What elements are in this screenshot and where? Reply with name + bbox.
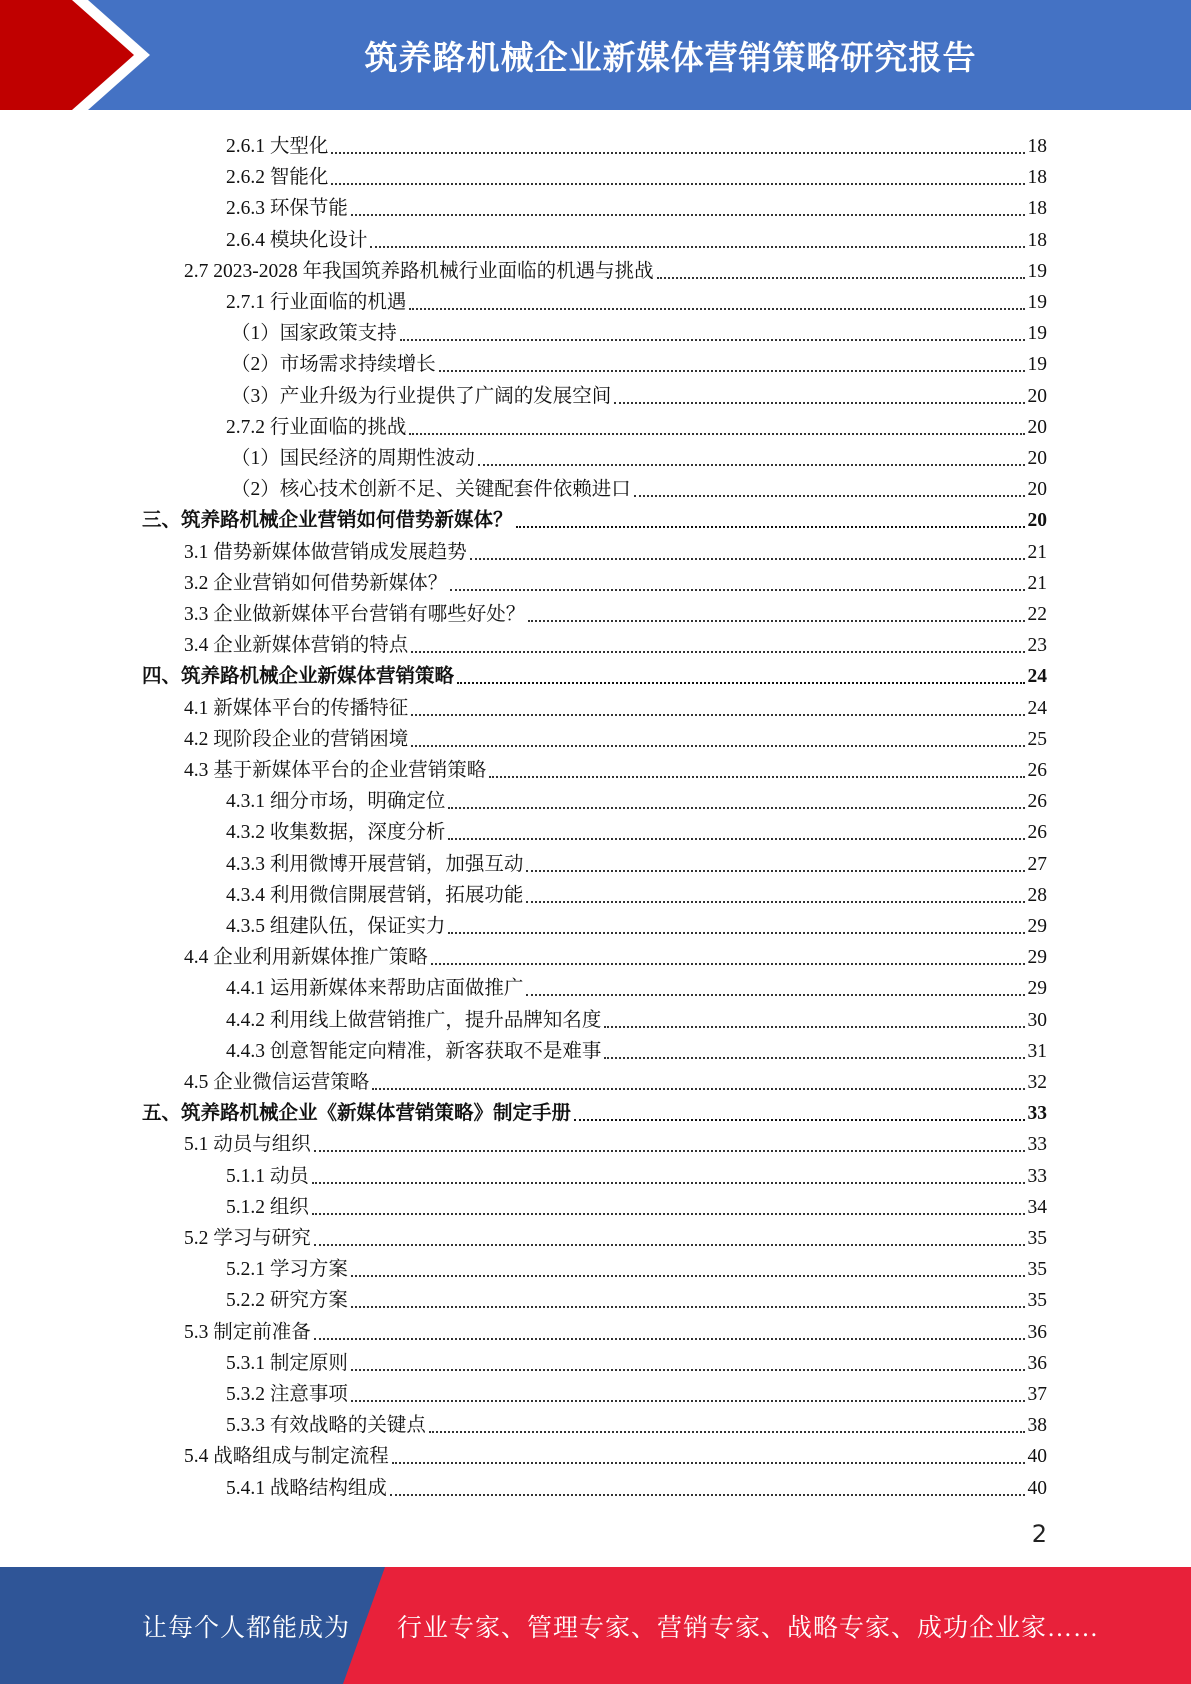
toc-entry[interactable] <box>184 1220 1047 1251</box>
toc-entry-title: 4.4.3 创意智能定向精准，新客获取不是难事 <box>226 1040 602 1062</box>
toc-entry-page: 19 <box>1027 292 1047 313</box>
toc-entry-title: 2.7.1 行业面临的机遇 <box>226 292 407 313</box>
toc-entry-page: 33 <box>1027 1134 1047 1156</box>
toc-entry-page: 23 <box>1027 635 1047 657</box>
toc-entry-title: 3.4 企业新媒体营销的特点 <box>184 635 409 657</box>
toc-entry-page: 27 <box>1027 853 1047 875</box>
toc-entry-page: 40 <box>1027 1446 1047 1468</box>
toc-entry[interactable] <box>184 596 1047 627</box>
toc-entry[interactable] <box>184 939 1047 970</box>
toc-entry[interactable] <box>226 1376 1047 1407</box>
toc-entry-title: 2.7 2023-2028 年我国筑养路机械行业面临的机遇与挑战 <box>184 260 654 282</box>
toc-entry[interactable] <box>184 721 1047 752</box>
toc-entry-title: 2.6.2 智能化 <box>226 167 329 189</box>
toc-dot-leader <box>448 932 1025 934</box>
toc-entry[interactable] <box>231 440 1047 471</box>
toc-dot-leader <box>431 963 1025 965</box>
toc-entry-page: 25 <box>1027 728 1047 750</box>
toc-entry-page: 19 <box>1027 323 1047 345</box>
toc-entry[interactable] <box>184 565 1047 596</box>
toc-dot-leader <box>614 402 1025 404</box>
toc-entry-title: 5.1.1 动员 <box>226 1165 309 1187</box>
toc-entry-page: 35 <box>1027 1228 1047 1249</box>
toc-entry[interactable] <box>142 502 1047 533</box>
toc-entry-page: 36 <box>1027 1321 1047 1343</box>
toc-entry-title: 三、筑养路机械企业营销如何借势新媒体？ <box>142 510 513 532</box>
toc-entry-page: 22 <box>1027 604 1047 625</box>
toc-entry[interactable] <box>142 658 1047 689</box>
toc-dot-leader <box>400 339 1025 341</box>
toc-entry[interactable] <box>226 1345 1047 1376</box>
toc-entry[interactable] <box>226 1158 1047 1189</box>
page-header <box>0 0 1191 110</box>
toc-entry-title: 4.3.5 组建队伍，保证实力 <box>226 916 446 937</box>
toc-entry-page: 20 <box>1027 479 1047 501</box>
header-arrow-decoration <box>0 0 160 110</box>
toc-entry-page: 32 <box>1027 1072 1047 1093</box>
toc-dot-leader <box>457 682 1025 684</box>
toc-dot-leader <box>528 620 1025 622</box>
toc-dot-leader <box>351 1400 1025 1402</box>
toc-dot-leader <box>390 1494 1025 1496</box>
toc-entry-title: 2.7.2 行业面临的挑战 <box>226 416 407 438</box>
toc-entry[interactable] <box>226 908 1047 939</box>
toc-entry-page: 18 <box>1027 229 1047 251</box>
toc-entry-page: 29 <box>1027 947 1047 969</box>
toc-entry-page: 20 <box>1027 510 1047 532</box>
toc-entry-title: 5.2.1 学习方案 <box>226 1259 348 1281</box>
toc-entry-page: 18 <box>1027 198 1047 220</box>
toc-entry-page: 34 <box>1027 1196 1047 1218</box>
toc-entry-title: 3.1 借势新媒体做营销成发展趋势 <box>184 541 467 563</box>
toc-entry-title: 5.1 动员与组织 <box>184 1134 311 1156</box>
toc-entry-title: 4.4.1 运用新媒体来帮助店面做推广 <box>226 978 524 1000</box>
toc-entry[interactable] <box>184 1126 1047 1157</box>
toc-dot-leader <box>351 1369 1025 1371</box>
toc-dot-leader <box>411 714 1025 716</box>
toc-entry-page: 38 <box>1027 1415 1047 1437</box>
toc-dot-leader <box>351 1306 1025 1308</box>
toc-entry[interactable] <box>226 1251 1047 1282</box>
toc-entry-title: 5.2 学习与研究 <box>184 1228 311 1249</box>
toc-entry-title: 4.1 新媒体平台的传播特征 <box>184 697 409 719</box>
toc-entry-title: 五、筑养路机械企业《新媒体营销策略》制定手册 <box>142 1103 572 1125</box>
toc-entry[interactable] <box>226 284 1047 315</box>
toc-entry[interactable] <box>231 315 1047 346</box>
toc-entry-page: 19 <box>1027 260 1047 282</box>
toc-entry[interactable] <box>226 814 1047 845</box>
toc-entry[interactable] <box>226 1407 1047 1438</box>
toc-entry-title: 四、筑养路机械企业新媒体营销策略 <box>142 666 455 688</box>
toc-entry-page: 29 <box>1027 978 1047 1000</box>
toc-entry-page: 33 <box>1027 1165 1047 1187</box>
toc-entry-page: 26 <box>1027 791 1047 813</box>
toc-entry-title: （3）产业升级为行业提供了广阔的发展空间 <box>231 385 612 407</box>
toc-dot-leader <box>409 308 1025 310</box>
toc-entry[interactable] <box>226 970 1047 1001</box>
toc-entry-title: 4.3 基于新媒体平台的企业营销策略 <box>184 760 487 781</box>
toc-entry-title: 2.6.1 大型化 <box>226 136 329 157</box>
toc-dot-leader <box>312 1213 1025 1215</box>
toc-entry[interactable] <box>184 1438 1047 1469</box>
toc-dot-leader <box>351 214 1025 216</box>
footer-slogan-right: 行业专家、管理专家、营销专家、战略专家、成功企业家…… <box>397 1614 1100 1642</box>
toc-dot-leader <box>312 1182 1025 1184</box>
toc-dot-leader <box>370 246 1025 248</box>
toc-entry-page: 33 <box>1027 1103 1047 1125</box>
toc-dot-leader <box>478 464 1025 466</box>
toc-dot-leader <box>470 558 1025 560</box>
toc-entry-page: 18 <box>1027 136 1047 157</box>
toc-entry-title: 4.4.2 利用线上做营销推广，提升品牌知名度 <box>226 1009 602 1031</box>
toc-entry-page: 24 <box>1027 697 1047 719</box>
toc-entry-title: 4.4 企业利用新媒体推广策略 <box>184 947 428 969</box>
toc-dot-leader <box>351 1275 1025 1277</box>
toc-entry-title: 4.3.1 细分市场，明确定位 <box>226 791 446 813</box>
toc-entry-title: 4.5 企业微信运营策略 <box>184 1072 370 1093</box>
toc-entry-page: 30 <box>1027 1009 1047 1031</box>
toc-entry-title: 5.4 战略组成与制定流程 <box>184 1446 389 1468</box>
page-number: 2 <box>1031 1520 1047 1548</box>
toc-entry[interactable] <box>184 1314 1047 1345</box>
toc-dot-leader <box>331 183 1025 185</box>
toc-dot-leader <box>314 1150 1025 1152</box>
toc-dot-leader <box>429 1431 1025 1433</box>
toc-entry-title: 4.3.4 利用微信開展营销，拓展功能 <box>226 884 524 906</box>
toc-entry[interactable] <box>231 346 1047 377</box>
toc-dot-leader <box>439 370 1025 372</box>
toc-dot-leader <box>526 870 1025 872</box>
toc-entry-page: 36 <box>1027 1352 1047 1374</box>
toc-entry-page: 24 <box>1027 666 1047 688</box>
toc-entry-page: 28 <box>1027 884 1047 906</box>
toc-entry-title: 3.2 企业营销如何借势新媒体？ <box>184 572 448 594</box>
toc-entry[interactable] <box>184 752 1047 783</box>
toc-dot-leader <box>450 589 1025 591</box>
toc-dot-leader <box>392 1462 1025 1464</box>
toc-entry-page: 18 <box>1027 167 1047 189</box>
toc-entry-page: 35 <box>1027 1259 1047 1281</box>
toc-entry[interactable] <box>226 846 1047 877</box>
toc-entry[interactable] <box>226 159 1047 190</box>
toc-entry[interactable] <box>226 128 1047 159</box>
toc-entry-title: 5.3.3 有效战略的关键点 <box>226 1415 426 1437</box>
toc-entry[interactable] <box>226 877 1047 908</box>
toc-dot-leader <box>516 526 1025 528</box>
toc-entry[interactable] <box>184 627 1047 658</box>
toc-entry-title: 4.2 现阶段企业的营销困境 <box>184 728 409 750</box>
toc-dot-leader <box>574 1119 1025 1121</box>
toc-entry[interactable] <box>226 1189 1047 1220</box>
toc-entry-page: 29 <box>1027 916 1047 937</box>
toc-entry[interactable] <box>226 783 1047 814</box>
toc-dot-leader <box>526 901 1025 903</box>
toc-entry[interactable] <box>226 409 1047 440</box>
toc-entry-page: 20 <box>1027 385 1047 407</box>
toc-entry[interactable] <box>226 222 1047 253</box>
toc-entry[interactable] <box>142 1095 1047 1126</box>
page-footer <box>0 1567 1191 1684</box>
toc-dot-leader <box>489 776 1025 778</box>
toc-entry-title: 3.3 企业做新媒体平台营销有哪些好处？ <box>184 604 526 625</box>
toc-dot-leader <box>604 1026 1025 1028</box>
toc-dot-leader <box>409 433 1025 435</box>
toc-entry-title: 5.4.1 战略结构组成 <box>226 1477 387 1499</box>
toc-entry[interactable] <box>226 190 1047 221</box>
toc-dot-leader <box>314 1244 1025 1246</box>
toc-entry-title: 2.6.4 模块化设计 <box>226 229 368 251</box>
toc-dot-leader <box>411 651 1025 653</box>
toc-dot-leader <box>372 1088 1025 1090</box>
toc-dot-leader <box>634 495 1025 497</box>
toc-entry-title: 5.1.2 组织 <box>226 1196 309 1218</box>
toc-dot-leader <box>331 152 1025 154</box>
toc-entry-title: 5.2.2 研究方案 <box>226 1290 348 1312</box>
toc-entry-page: 20 <box>1027 416 1047 438</box>
document-title: 筑养路机械企业新媒体营销策略研究报告 <box>364 37 977 77</box>
toc-entry-title: 5.3.1 制定原则 <box>226 1352 348 1374</box>
toc-entry[interactable] <box>184 690 1047 721</box>
toc-entry-title: （1）国民经济的周期性波动 <box>231 448 475 469</box>
toc-entry-title: （2）核心技术创新不足、关键配套件依赖进口 <box>231 479 631 501</box>
toc-entry-page: 26 <box>1027 822 1047 844</box>
toc-entry-page: 21 <box>1027 541 1047 563</box>
toc-entry[interactable] <box>184 1064 1047 1095</box>
toc-entry-title: 5.3.2 注意事项 <box>226 1384 348 1405</box>
toc-entry-title: （1）国家政策支持 <box>231 323 397 345</box>
toc-entry-page: 21 <box>1027 572 1047 594</box>
toc-entry-title: 5.3 制定前准备 <box>184 1321 311 1343</box>
toc-dot-leader <box>604 1057 1025 1059</box>
toc-dot-leader <box>448 838 1025 840</box>
toc-dot-leader <box>314 1338 1025 1340</box>
toc-entry-page: 26 <box>1027 760 1047 781</box>
toc-entry[interactable] <box>184 534 1047 565</box>
toc-dot-leader <box>657 277 1025 279</box>
toc-entry[interactable] <box>226 1470 1047 1501</box>
toc-entry[interactable] <box>226 1033 1047 1064</box>
toc-entry-page: 35 <box>1027 1290 1047 1312</box>
toc-entry-page: 37 <box>1027 1384 1047 1405</box>
toc-entry[interactable] <box>226 1282 1047 1313</box>
toc-entry-page: 31 <box>1027 1040 1047 1062</box>
toc-entry-title: （2）市场需求持续增长 <box>231 354 436 376</box>
toc-entry-title: 2.6.3 环保节能 <box>226 198 348 220</box>
toc-dot-leader <box>448 807 1025 809</box>
toc-entry-title: 4.3.2 收集数据，深度分析 <box>226 822 446 844</box>
footer-slogan-left: 让每个人都能成为 <box>142 1614 351 1642</box>
toc-entry-page: 19 <box>1027 354 1047 376</box>
toc-dot-leader <box>526 994 1025 996</box>
toc-entry[interactable] <box>226 1002 1047 1033</box>
toc-entry[interactable] <box>184 253 1047 284</box>
toc-entry-page: 40 <box>1027 1477 1047 1499</box>
toc-dot-leader <box>411 745 1025 747</box>
toc-entry-page: 20 <box>1027 448 1047 469</box>
toc-entry-title: 4.3.3 利用微博开展营销，加强互动 <box>226 853 524 875</box>
toc-entry[interactable] <box>231 471 1047 502</box>
toc-entry[interactable] <box>231 378 1047 409</box>
